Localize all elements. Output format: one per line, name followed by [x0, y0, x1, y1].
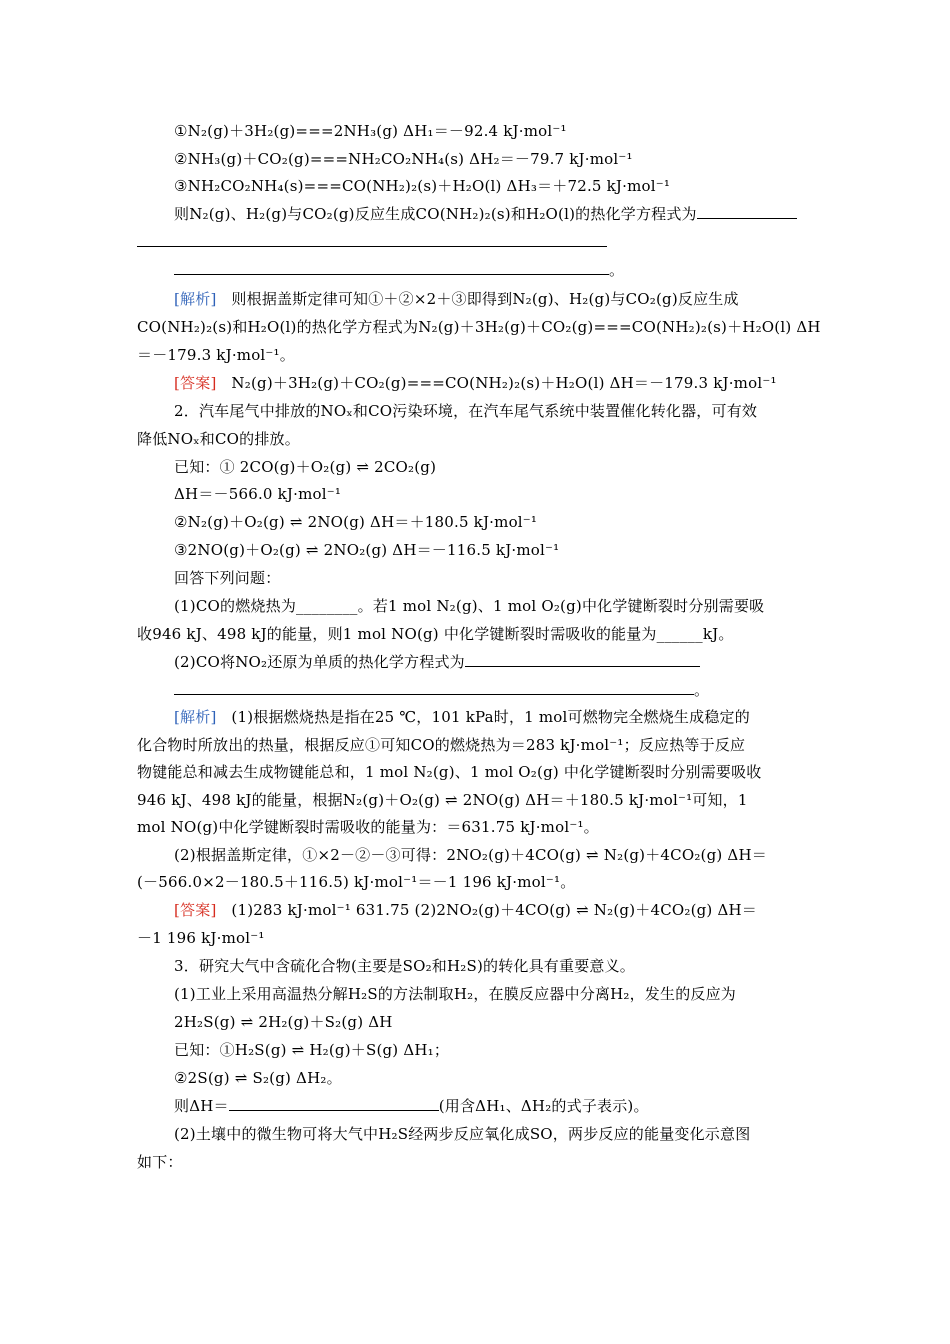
analysis-tag: [解析]: [174, 290, 217, 308]
equation-2: ②NH₃(g)＋CO₂(g)===NH₂CO₂NH₄(s) ΔH₂＝－79.7 kJ·mol⁻¹: [174, 150, 633, 168]
answer-blank-line: 。: [174, 677, 854, 704]
answer-blank: [137, 230, 607, 247]
analysis-line: CO(NH₂)₂(s)和H₂O(l)的热化学方程式为N₂(g)＋3H₂(g)＋CO₂(g)===CO(NH₂)₂(s)＋H₂O(l) ΔH: [137, 318, 821, 336]
answer-tag: [答案]: [174, 901, 217, 919]
answer-blank: [465, 650, 700, 667]
sub-question: 如下：: [137, 1153, 183, 1171]
question-prompt: 回答下列问题：: [174, 569, 281, 587]
question-text: 则N₂(g)、H₂(g)与CO₂(g)反应生成CO(NH₂)₂(s)和H₂O(l)的热化学方程式为: [174, 201, 854, 228]
sub-question: (1)CO的燃烧热为________。若1 mol N₂(g)、1 mol O₂(g)中化学键断裂时分别需要吸: [174, 597, 765, 615]
known-equation: ③2NO(g)＋O₂(g) ⇌ 2NO₂(g) ΔH＝－116.5 kJ·mol⁻¹: [174, 541, 560, 559]
analysis-line: 946 kJ、498 kJ的能量，根据N₂(g)＋O₂(g) ⇌ 2NO(g) ΔH＝＋180.5 kJ·mol⁻¹可知，1: [137, 791, 748, 809]
fill-in-line: 则ΔH＝ (用含ΔH₁、ΔH₂的式子表示)。: [174, 1093, 854, 1120]
known-equation: 已知：① 2CO(g)＋O₂(g) ⇌ 2CO₂(g): [174, 458, 437, 476]
known-equation: ②2S(g) ⇌ S₂(g) ΔH₂。: [174, 1069, 342, 1087]
answer-line: －1 196 kJ·mol⁻¹: [137, 929, 265, 947]
answer-tag: [答案]: [174, 374, 217, 392]
analysis-line: (2)根据盖斯定律，①×2－②－③可得：2NO₂(g)＋4CO(g) ⇌ N₂(g)＋4CO₂(g) ΔH＝: [174, 846, 767, 864]
answer-blank: [229, 1094, 439, 1111]
analysis-line: mol NO(g)中化学键断裂时需吸收的能量为：＝631.75 kJ·mol⁻¹。: [137, 818, 599, 836]
analysis-paragraph: [解析] 则根据盖斯定律可知①＋②×2＋③即得到N₂(g)、H₂(g)与CO₂(g)反应生成: [174, 290, 739, 308]
question-2-title: 2．汽车尾气中排放的NOₓ和CO污染环境，在汽车尾气系统中装置催化转化器，可有效: [174, 402, 758, 420]
answer-blank-line: [137, 229, 817, 256]
sub-question: (1)工业上采用高温热分解H₂S的方法制取H₂，在膜反应器中分离H₂，发生的反应为: [174, 985, 737, 1003]
answer-paragraph: [答案] (1)283 kJ·mol⁻¹ 631.75 (2)2NO₂(g)＋4CO(g) ⇌ N₂(g)＋4CO₂(g) ΔH＝: [174, 901, 757, 919]
answer-blank: [697, 202, 797, 219]
known-equation: ②N₂(g)＋O₂(g) ⇌ 2NO(g) ΔH＝＋180.5 kJ·mol⁻¹: [174, 513, 538, 531]
known-equation: 已知：①H₂S(g) ⇌ H₂(g)＋S(g) ΔH₁；: [174, 1041, 450, 1059]
sub-question: 收946 kJ、498 kJ的能量，则1 mol NO(g) 中化学键断裂时需吸收的能量为______kJ。: [137, 625, 734, 643]
question-2-text: 降低NOₓ和CO的排放。: [137, 430, 300, 448]
analysis-paragraph: [解析] (1)根据燃烧热是指在25 ℃，101 kPa时，1 mol可燃物完全燃烧生成稳定的: [174, 708, 750, 726]
sub-question: (2)土壤中的微生物可将大气中H₂S经两步反应氧化成SO，两步反应的能量变化示意图: [174, 1125, 751, 1143]
analysis-line: 化合物时所放出的热量，根据反应①可知CO的燃烧热为＝283 kJ·mol⁻¹；反应热等于反应: [137, 736, 746, 754]
answer-blank: [174, 678, 694, 695]
reaction-equation: 2H₂S(g) ⇌ 2H₂(g)＋S₂(g) ΔH: [174, 1013, 393, 1031]
known-equation: ΔH＝－566.0 kJ·mol⁻¹: [174, 485, 342, 503]
equation-3: ③NH₂CO₂NH₄(s)===CO(NH₂)₂(s)＋H₂O(l) ΔH₃＝＋72.5 kJ·mol⁻¹: [174, 177, 671, 195]
answer-blank-line: 。: [174, 257, 854, 284]
question-3-title: 3．研究大气中含硫化合物(主要是SO₂和H₂S)的转化具有重要意义。: [174, 957, 636, 975]
answer-blank: [174, 258, 609, 275]
analysis-line: ＝－179.3 kJ·mol⁻¹。: [137, 346, 295, 364]
sub-question: (2)CO将NO₂还原为单质的热化学方程式为: [174, 649, 854, 676]
equation-1: ①N₂(g)＋3H₂(g)===2NH₃(g) ΔH₁＝－92.4 kJ·mol⁻¹: [174, 122, 567, 140]
analysis-line: 物键能总和减去生成物键能总和，1 mol N₂(g)、1 mol O₂(g) 中化学键断裂时分别需要吸收: [137, 763, 762, 781]
answer-paragraph: [答案] N₂(g)＋3H₂(g)＋CO₂(g)===CO(NH₂)₂(s)＋H₂O(l) ΔH＝－179.3 kJ·mol⁻¹: [174, 374, 777, 392]
analysis-line: (－566.0×2－180.5＋116.5) kJ·mol⁻¹＝－1 196 kJ·mol⁻¹。: [137, 873, 576, 891]
analysis-tag: [解析]: [174, 708, 217, 726]
